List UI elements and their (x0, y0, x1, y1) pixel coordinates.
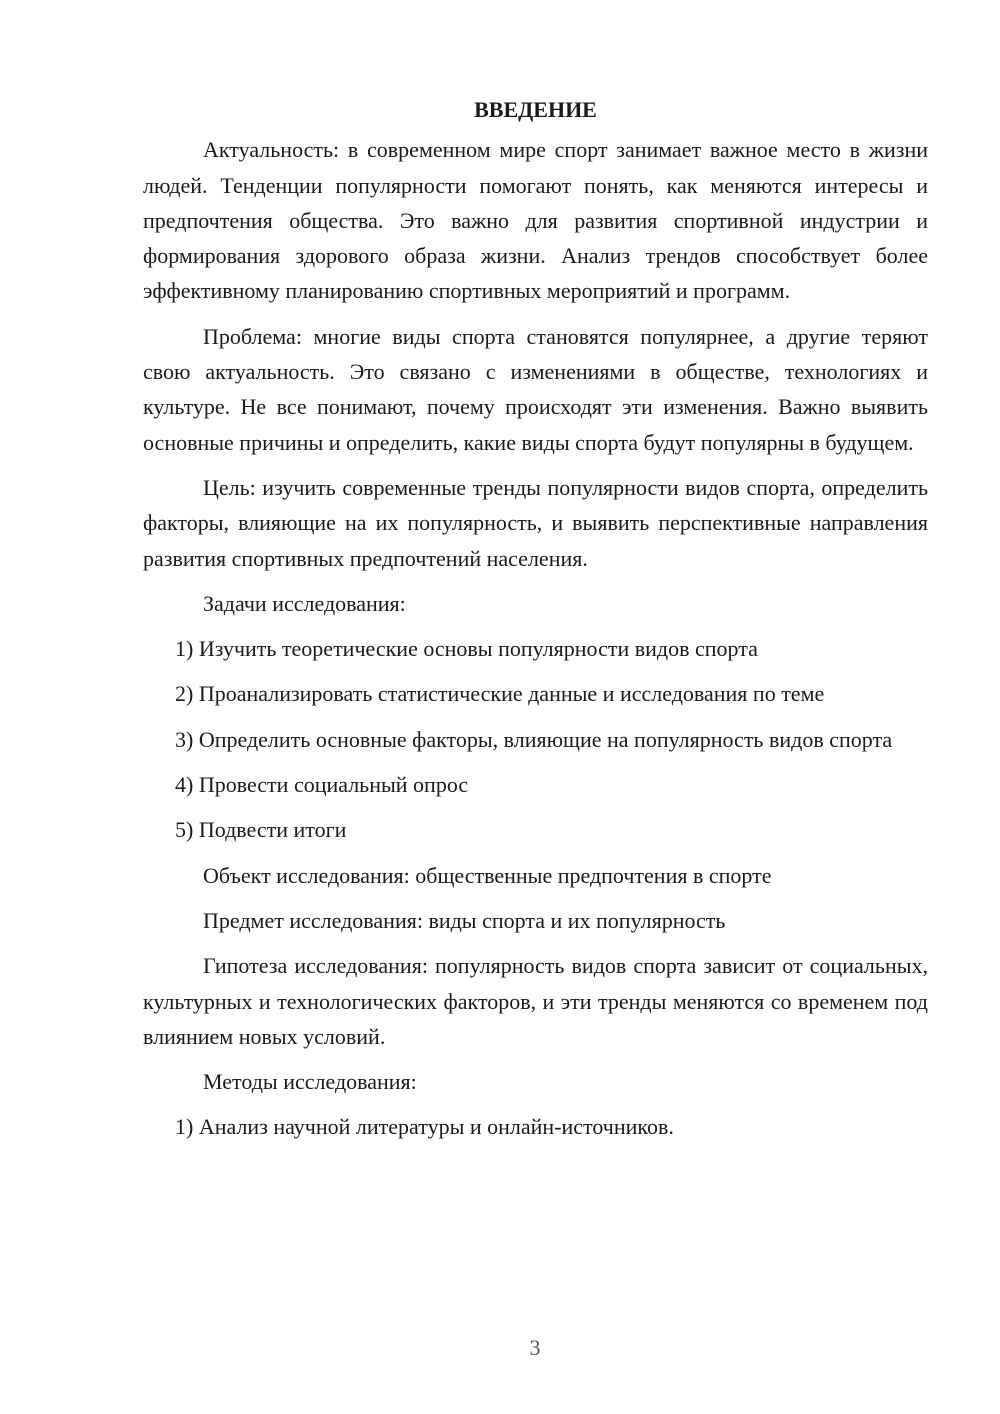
tasks-heading: Задачи исследования: (203, 590, 406, 616)
page-number: 3 (529, 1335, 541, 1360)
problem-paragraph: Проблема: многие виды спорта становятся популярнее, а другие теряют свою актуальность. Это связано с изменениями в обществе, технологиях и культуре. Не все понимают, почему происходят эти изменения. Важно выявить основные причины и определить, какие виды спорта будут популярны в будущем. (143, 323, 928, 455)
task-item: 5) Подвести итоги (175, 817, 347, 843)
task-item: 4) Провести социальный опрос (175, 772, 469, 798)
task-item: 2) Проанализировать статистические данные и исследования по теме (175, 681, 825, 707)
task-item: 3) Определить основные факторы, влияющие на популярность видов спорта (175, 726, 893, 752)
method-item: 1) Анализ научной литературы и онлайн-источников. (175, 1114, 674, 1140)
relevance-paragraph: Актуальность: в современном мире спорт занимает важное место в жизни людей. Тенденции популярности помогают понять, как меняются интересы и предпочтения общества. Это важно для развития спортивной индустрии и формирования здорового образа жизни. Анализ трендов способствует более эффективному планированию спортивных мероприятий и программ. (143, 137, 928, 304)
document-title: ВВЕДЕНИЕ (474, 97, 597, 122)
page-content (143, 92, 928, 1155)
hypothesis-paragraph: Гипотеза исследования: популярность видов спорта зависит от социальных, культурных и технологических факторов, и эти тренды меняются со временем под влиянием новых условий. (143, 953, 928, 1049)
goal-paragraph: Цель: изучить современные тренды популярности видов спорта, определить факторы, влияющие на их популярность, и выявить перспективные направления развития спортивных предпочтений населения. (143, 474, 928, 571)
task-item: 1) Изучить теоретические основы популярности видов спорта (175, 636, 758, 662)
subject-paragraph: Предмет исследования: виды спорта и их популярность (203, 907, 726, 933)
object-paragraph: Объект исследования: общественные предпочтения в спорте (203, 862, 772, 888)
methods-heading: Методы исследования: (203, 1069, 417, 1095)
